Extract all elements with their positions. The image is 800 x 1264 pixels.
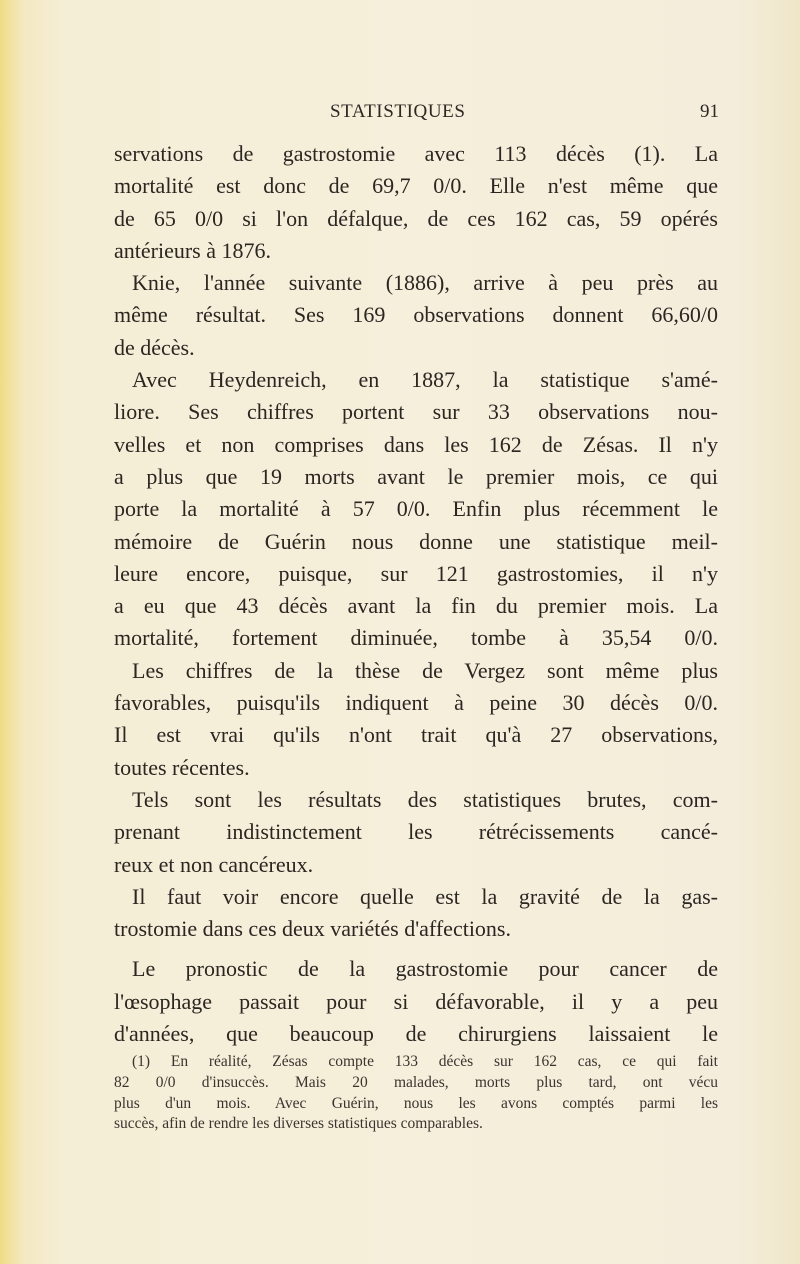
text-line: Le pronostic de la gastrostomie pour cancer de	[132, 956, 718, 982]
text-line: mémoire de Guérin nous donne une statistique meil-	[114, 528, 718, 554]
text-line: Les chiffres de la thèse de Vergez sont même plus	[132, 657, 718, 683]
text-line: prenant indistinctement les rétrécissements cancé-	[114, 819, 718, 845]
text-line: favorables, puisqu'ils indiquent à peine 30 décès 0/0.	[114, 690, 718, 716]
text-line: a plus que 19 morts avant le premier mois, ce qui	[114, 463, 718, 489]
footnote-line: succès, afin de rendre les diverses statistiques comparables.	[114, 1115, 483, 1133]
text-line: Il faut voir encore quelle est la gravité de la gas-	[132, 883, 718, 909]
footnote-line: (1) En réalité, Zésas compte 133 décès sur 162 cas, ce qui fait	[132, 1053, 718, 1070]
text-line: Tels sont les résultats des statistiques brutes, com-	[132, 786, 718, 812]
body-text	[114, 138, 718, 1050]
text-line: l'œsophage passait pour si défavorable, il y a peu	[114, 988, 718, 1014]
text-line: antérieurs à 1876.	[114, 237, 271, 263]
text-line: de décès.	[114, 334, 195, 360]
page-header	[330, 101, 720, 131]
text-line: toutes récentes.	[114, 754, 250, 780]
text-line: de 65 0/0 si l'on défalque, de ces 162 cas, 59 opérés	[114, 205, 718, 231]
text-line: trostomie dans ces deux variétés d'affections.	[114, 916, 511, 942]
text-line: même résultat. Ses 169 observations donnent 66,60/0	[114, 302, 718, 328]
footnote-line: 82 0/0 d'insuccès. Mais 20 malades, morts plus tard, ont vécu	[114, 1073, 718, 1091]
text-line: d'années, que beaucoup de chirurgiens laissaient le	[114, 1021, 718, 1047]
text-line: Avec Heydenreich, en 1887, la statistique s'amé-	[132, 367, 718, 393]
text-line: reux et non cancéreux.	[114, 851, 314, 877]
text-line: velles et non comprises dans les 162 de Zésas. Il n'y	[114, 431, 718, 457]
text-line: Il est vrai qu'ils n'ont trait qu'à 27 observations,	[114, 722, 718, 748]
text-line: mortalité est donc de 69,7 0/0. Elle n'est même que	[114, 173, 718, 199]
footnote-line: plus d'un mois. Avec Guérin, nous les avons comptés parmi les	[114, 1094, 718, 1112]
text-line: Knie, l'année suivante (1886), arrive à peu près au	[132, 270, 718, 296]
section-gap	[114, 945, 718, 953]
footnote	[114, 1052, 718, 1135]
text-line: servations de gastrostomie avec 113 décès (1). La	[114, 141, 718, 166]
page-number: 91	[700, 101, 719, 122]
running-title: STATISTIQUES	[330, 101, 466, 122]
text-line: mortalité, fortement diminuée, tombe à 35,54 0/0.	[114, 625, 718, 651]
text-line: a eu que 43 décès avant la fin du premier mois. La	[114, 593, 718, 619]
text-line: porte la mortalité à 57 0/0. Enfin plus récemment le	[114, 496, 718, 522]
text-line: liore. Ses chiffres portent sur 33 observations nou-	[114, 399, 718, 425]
text-line: leure encore, puisque, sur 121 gastrostomies, il n'y	[114, 560, 718, 586]
